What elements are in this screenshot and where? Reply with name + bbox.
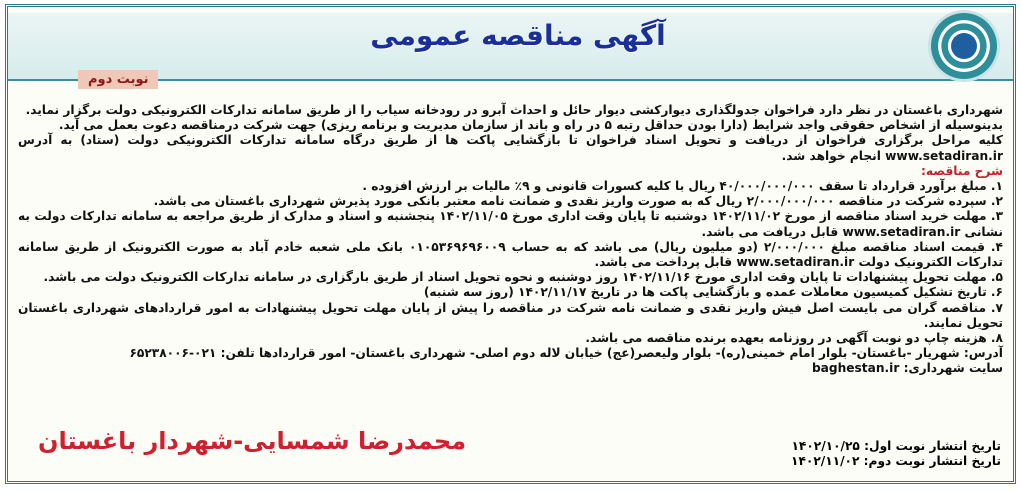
tender-advertisement	[5, 4, 1016, 484]
address-line: آدرس: شهریار -باغستان- بلوار امام خمینی(ره)- بلوار ولیعصر(عج) خیابان لاله دوم اصلی- شهرداری باغستان- امور قراردادها تلفن: ۰۲۱-۶۵۲۳۸۰۰۶	[129, 346, 1003, 361]
round-badge: نوبت دوم	[78, 70, 158, 89]
list-item: ۷. مناقصه گران می بایست اصل فیش واریز نقدی و ضمانت نامه شرکت در مناقصه را پیش از پایان مهلت تحویل پیشنهادات به امور قراردادهای شهرداری باغستان تحویل نمایند.	[18, 300, 1003, 330]
municipality-logo-icon	[931, 13, 997, 79]
section-title: شرح مناقصه:	[921, 163, 1003, 178]
list-item: ۶. تاریخ تشکیل کمیسیون معاملات عمده و بازگشایی پاکت ها در تاریخ ۱۴۰۲/۱۱/۱۷ (روز سه شنبه)	[423, 285, 1003, 300]
date-second: تاریخ انتشار نوبت دوم: ۱۴۰۲/۱۱/۰۲	[791, 454, 1001, 469]
signature: محمدرضا شمسایی-شهردار باغستان	[38, 427, 467, 455]
list-item: ۳. مهلت خرید اسناد مناقصه از مورخ ۱۴۰۲/۱۱/۰۲ دوشنبه تا پایان وقت اداری مورخ ۱۴۰۲/۱۱/۰۵ پنجشنبه و اسناد و مدارک از طریق مراجعه به سامانه تدارکات دولت به نشانی www.setadiran.ir قابل دریافت می باشد.	[18, 209, 1004, 239]
ad-title: آگهی مناقصه عمومی	[370, 19, 666, 52]
publish-dates	[791, 439, 1001, 469]
site-label: سایت شهرداری:	[903, 361, 1003, 376]
list-item: ۱. مبلغ برآورد قرارداد تا سقف ۴۰/۰۰۰/۰۰۰/۰۰۰ ریال با کلیه کسورات قانونی و ۹٪ مالیات بر ارزش افزوده .	[362, 179, 1003, 194]
site-line	[18, 361, 1003, 376]
ad-body	[18, 103, 1003, 377]
list-item: ۲. سپرده شرکت در مناقصه ۲/۰۰۰/۰۰۰/۰۰۰ ریال که به صورت واریز نقدی و ضمانت نامه معتبر بانکی مورد پذیرش شهرداری باغستان می باشد.	[153, 194, 1003, 209]
list-item: ۸. هزینه چاپ دو نوبت آگهی در روزنامه بعهده برنده مناقصه می باشد.	[585, 331, 1003, 346]
intro-line-3: کلیه مراحل برگزاری فراخوان از دریافت و تحویل اسناد فراخوان تا بازگشایی پاکت ها از طریق درگاه سامانه تدارکات الکترونیکی دولت (ستاد) به آدرس www.setadiran.ir انجام خواهد شد.	[18, 133, 1003, 163]
intro-line-2: بدینوسیله از اشخاص حقوقی واجد شرایط (دارا بودن حداقل رتبه ۵ در راه و باند از سازمان مدیریت و برنامه ریزی) جهت شرکت درمناقصه دعوت بعمل می آید.	[58, 118, 1003, 133]
intro-line-1: شهرداری باغستان در نظر دارد فراخوان جدولگذاری دیوارکشی دیوار حائل و احداث آبرو در رودخانه سیاب را از طریق سامانه تدارکات الکترونیکی دولت برگزار نماید.	[25, 103, 1003, 117]
date-first: تاریخ انتشار نوبت اول: ۱۴۰۲/۱۰/۲۵	[791, 439, 1001, 453]
site-link[interactable]: baghestan.ir	[811, 361, 900, 376]
list-item: ۵. مهلت تحویل پیشنهادات تا پایان وقت اداری مورخ ۱۴۰۲/۱۱/۱۶ روز دوشنبه و نحوه تحویل اسناد از طریق بارگزاری در سامانه تدارکات الکترونیک دولت می باشد.	[43, 270, 1003, 285]
list-item: ۴. قیمت اسناد مناقصه مبلغ ۲/۰۰۰/۰۰۰ (دو میلیون ریال) می باشد که به حساب ۰۱۰۵۳۶۹۶۹۶۰۰۹ بانک ملی شعبه خادم آباد به صورت الکترونیک از طریق سامانه تدارکات الکترونیک دولت www.setadiran.ir قابل پرداخت می باشد.	[18, 239, 1003, 270]
tender-items	[18, 179, 1003, 346]
logo-emblem-icon	[951, 33, 977, 59]
